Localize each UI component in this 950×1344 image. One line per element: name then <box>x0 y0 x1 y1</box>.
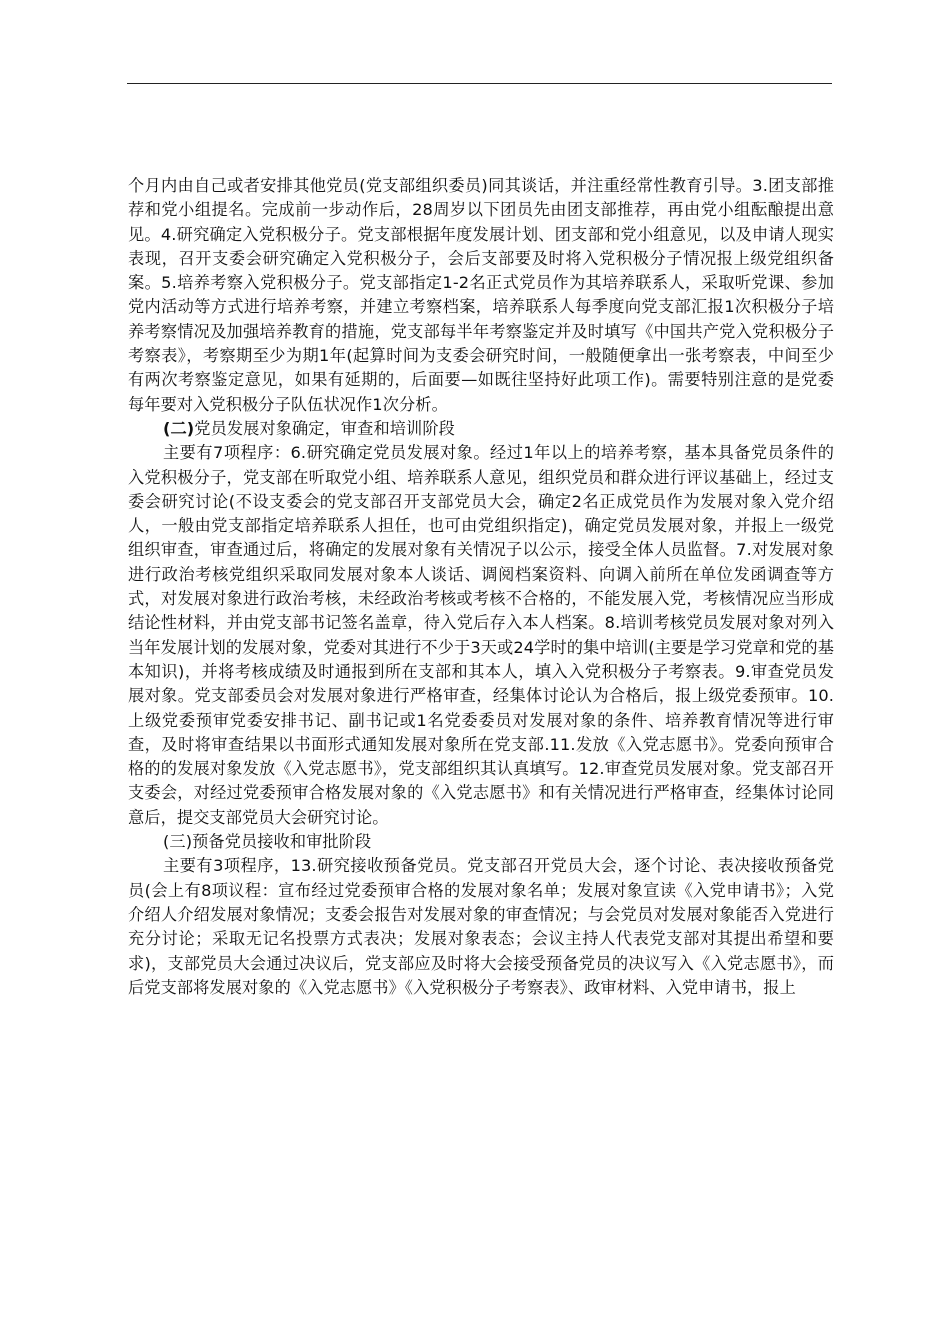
paragraph-stage-three: 主要有3项程序，13.研究接收预备党员。党支部召开党员大会，逐个讨论、表决接收预备党员(会上有8项议程：宣布经过党委预审合格的发展对象名单；发展对象宣读《入党申请书》；入党介绍人介绍发展对象情况；支委会报告对发展对象的审查情况；与会党员对发展对象能否入党进行充分讨论；采取无记名投票方式表决；发展对象表态；会议主持人代表党支部对其提出希望和要求)，支部党员大会通过决议后，党支部应及时将大会接受预备党员的决议写入《入党志愿书》，而后党支部将发展对象的《入党志愿书》《入党积极分子考察表》、政审材料、入党申请书，报上 <box>128 856 834 997</box>
section-heading-two <box>128 417 834 441</box>
section-heading-two-title: 党员发展对象确定，审查和培训阶段 <box>194 418 455 438</box>
header-rule <box>127 83 832 84</box>
paragraph-stage-one-continued: 个月内由自己或者安排其他党员(党支部组织委员)同其谈话，并注重经常性教育引导。3.团支部推荐和党小组提名。完成前一步动作后，28周岁以下团员先由团支部推荐，再由党小组酝酿提出意见。4.研究确定入党积极分子。党支部根据年度发展计划、团支部和党小组意见，以及申请人现实表现，召开支委会研究确定入党积极分子，会后支部要及时将入党积极分子情况报上级党组织备案。5.培养考察入党积极分子。党支部指定1-2名正式党员作为其培养联系人，采取听党课、参加党内活动等方式进行培养考察，并建立考察档案，培养联系人每季度向党支部汇报1次积极分子培养考察情况及加强培养教育的措施，党支部每半年考察鉴定并及时填写《中国共产党入党积极分子考察表》，考察期至少为期1年(起算时间为支委会研究时间，一般随便拿出一张考察表，中间至少有两次考察鉴定意见，如果有延期的，后面要—如既往坚持好此项工作)。需要特别注意的是党委每年要对入党积极分子队伍状况作1次分析。 <box>128 176 834 414</box>
section-heading-three: (三)预备党员接收和审批阶段 <box>163 832 372 852</box>
section-heading-two-number: (二) <box>163 418 195 438</box>
paragraph-stage-two: 主要有7项程序：6.研究确定党员发展对象。经过1年以上的培养考察，基本具备党员条件的入党积极分子，党支部在听取党小组、培养联系人意见，组织党员和群众进行评议基础上，经过支委会研究讨论(不设支委会的党支部召开支部党员大会，确定2名正成党员作为发展对象入党介绍人，一般由党支部指定培养联系人担任，也可由党组织指定)，确定党员发展对象，并报上一级党组织审查，审查通过后，将确定的发展对象有关情况子以公示，接受全体人员监督。7.对发展对象进行政治考核党组织采取同发展对象本人谈话、调阅档案资料、向调入前所在单位发函调查等方式，对发展对象进行政治考核，未经政治考核或考核不合格的，不能发展入党，考核情况应当形成结论性材料，并由党支部书记签名盖章，待入党后存入本人档案。8.培训考核党员发展对象对列入当年发展计划的发展对象，党委对其进行不少于3天或24学时的集中培训(主要是学习党章和党的基本知识)，并将考核成绩及时通报到所在支部和其本人，填入入党积极分子考察表。9.审查党员发展对象。党支部委员会对发展对象进行严格审查，经集体讨论认为合格后，报上级党委预审。10.上级党委预审党委安排书记、副书记或1名党委委员对发展对象的条件、培养教育情况等进行审查，及时将审查结果以书面形式通知发展对象所在党支部.11.发放《入党志愿书》。党委向预审合格的的发展对象发放《入党志愿书》，党支部组织其认真填写。12.审查党员发展对象。党支部召开支委会，对经过党委预审合格发展对象的《入党志愿书》和有关情况进行严格审查，经集体讨论同意后，提交支部党员大会研究讨论。 <box>128 443 834 827</box>
document-body <box>128 174 834 1000</box>
